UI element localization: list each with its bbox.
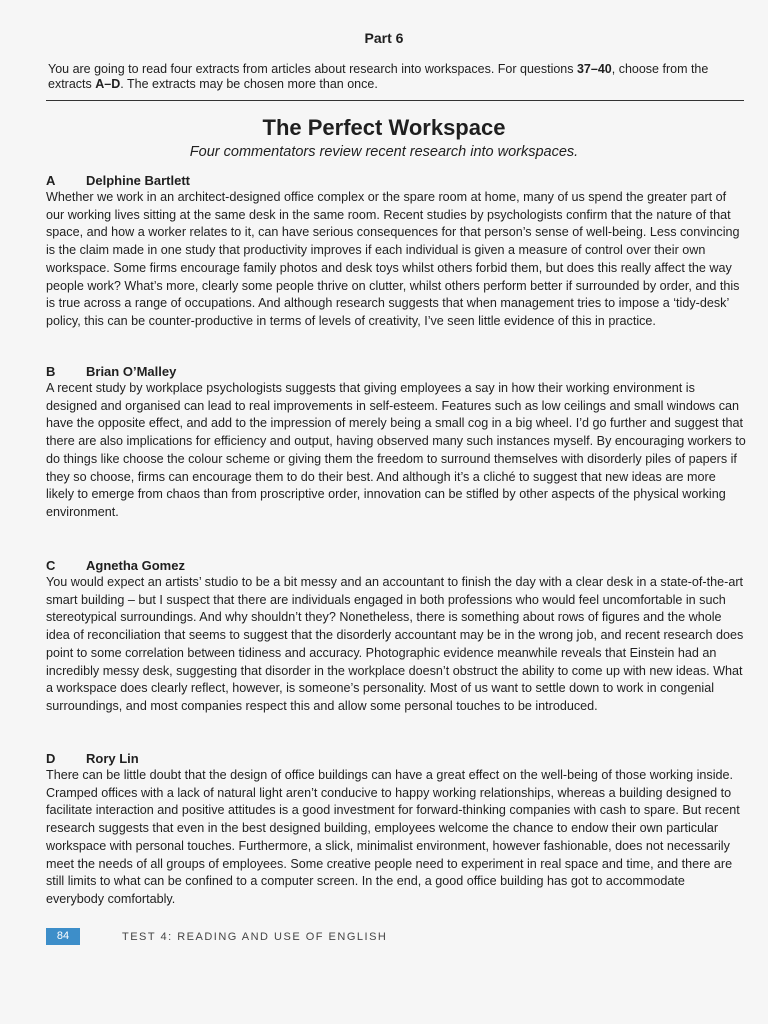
article-title: The Perfect Workspace: [262, 115, 506, 140]
instructions-questions: 37–40: [576, 62, 612, 76]
extract-author: Brian O’Malley: [86, 364, 177, 379]
extract-header: [46, 557, 746, 574]
extract-body: Whether we work in an architect-designed office complex or the spare room at home, many of us spend the greater part of our working lives sitting at the same desk in the same room. Recent studies by psychologists confirm that the nature of that space, and how a worker relates to it, can have serious consequences for that person’s sense of well-being. Less convincing is the claim made in one study that productivity improves if each individual is given a measure of control over their own workspace. Some firms encourage family photos and desk toys whilst others forbid them, but does this really affect the way people work? What’s more, clearly some people thrive on clutter, whilst others perform better if surrounded by order, and this is true across a range of occupations. And although research suggests that when management tries to impose a ‘tidy-desk’ policy, this can be counter-productive in terms of levels of creativity, I’ve seen little evidence of this in practice.: [46, 190, 740, 328]
page-number: 84: [46, 928, 80, 945]
extract-header: [46, 172, 746, 189]
instructions-text-2: , choose from the extracts: [48, 62, 709, 91]
extract-d: [46, 750, 746, 909]
article-subtitle: Four commentators review recent research into workspaces.: [189, 144, 579, 160]
extract-b: [46, 363, 746, 522]
footer-text: TEST 4: READING AND USE OF ENGLISH: [122, 930, 388, 943]
extract-a: [46, 172, 746, 331]
page-footer: [46, 928, 387, 945]
extract-letter: C: [46, 558, 56, 573]
instructions-extracts: A–D: [95, 77, 121, 91]
extract-header: [46, 363, 746, 380]
extract-body: You would expect an artists’ studio to be a bit messy and an accountant to finish the day with a clear desk in a state-of-the-art smart building – but I suspect that there are individuals engaged in both professions who would feel uncomfortable in such stereotypical surroundings. And why shouldn’t they? Nonetheless, there is something about rows of figures and the whole idea of reconciliation that seems to suggest that the disorderly accountant may be in the wrong job, and recent research does point to some correlation between tidiness and accuracy. Photographic evidence meanwhile reveals that Einstein had an incredibly messy desk, suggesting that disorder in the workplace doesn’t obstruct the ability to come up with new ideas. What a workspace does clearly reflect, however, is someone’s personality. Most of us want to settle down to work in congenial surroundings, and most companies respect this and allow some personal touches to be introduced.: [46, 575, 744, 713]
instructions-text-3: . The extracts may be chosen more than once.: [120, 77, 378, 91]
extract-header: [46, 750, 746, 767]
extract-author: Delphine Bartlett: [86, 173, 191, 188]
part-heading: Part 6: [364, 30, 404, 46]
extract-letter: D: [46, 751, 56, 766]
extract-letter: A: [46, 173, 56, 188]
divider: [46, 100, 744, 101]
extract-body: There can be little doubt that the design of office buildings can have a great effect on the well-being of those working inside. Cramped offices with a lack of natural light aren’t conducive to happy working relationships, whereas a building designed to facilitate interaction and positive attitudes is a good investment for forward-thinking companies with cash to spare. But recent research suggests that even in the best designed building, employees welcome the chance to endow their own particular workspace with personal touches. Furthermore, a slick, minimalist environment, however fashionable, does not necessarily meet the needs of all groups of employees. Some creative people need to experiment in real space and time, and there are still limits to what can be confined to a computer screen. In the end, a good office building has got to accommodate everybody comfortably.: [46, 768, 740, 906]
extract-author: Agnetha Gomez: [86, 558, 185, 573]
extract-body: A recent study by workplace psychologists suggests that giving employees a say in how their working environment is designed and organised can lead to real improvements in self-esteem. Features such as low ceilings and small windows can have the opposite effect, and add to the impression of merely being a small cog in a big wheel. I’d go further and suggest that there are also implications for efficiency and output, having observed many such instances myself. By encouraging workers to do things like choose the colour scheme or giving them the freedom to surround themselves with disorderly piles of papers if they so choose, firms can encourage them to do their best. And although it’s a cliché to suggest that new ideas are more likely to emerge from chaos than from proscriptive order, innovation can be stifled by other aspects of the physical working environment.: [46, 381, 746, 519]
instructions-text-1: You are going to read four extracts from articles about research into workspaces. For questions: [48, 62, 577, 76]
instructions: [48, 62, 748, 92]
extract-author: Rory Lin: [86, 751, 139, 766]
extract-letter: B: [46, 364, 56, 379]
extract-c: [46, 557, 746, 716]
